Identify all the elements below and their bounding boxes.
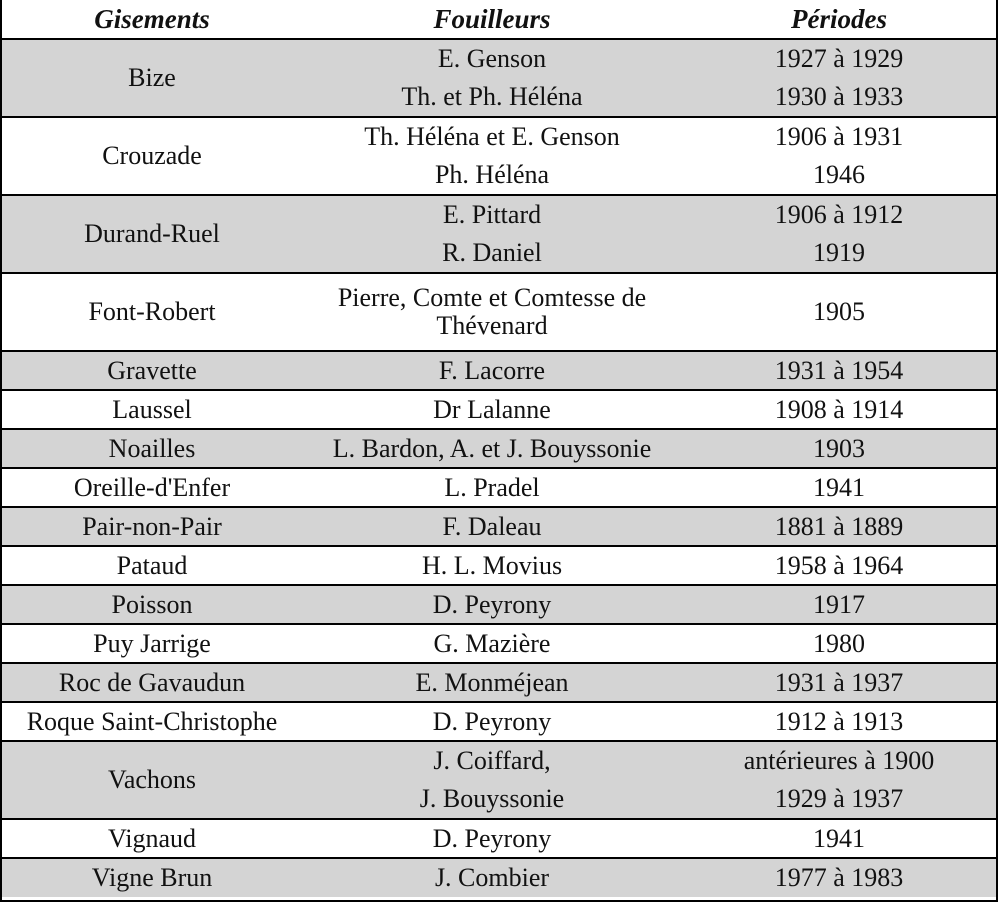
table-row <box>2 702 996 741</box>
periode-cell: 1906 à 1931 <box>682 117 996 156</box>
fouilleur-cell: E. Pittard <box>302 195 682 234</box>
table-row <box>2 273 996 351</box>
gisement-cell: Durand-Ruel <box>2 195 302 273</box>
header-periodes: Périodes <box>682 0 996 39</box>
table-row <box>2 468 996 507</box>
table-header <box>2 0 996 39</box>
gisement-cell: Pataud <box>2 546 302 585</box>
fouilleur-cell: L. Pradel <box>302 468 682 507</box>
fouilleur-cell: Th. Héléna et E. Genson <box>302 117 682 156</box>
periode-cell: antérieures à 1900 <box>682 741 996 780</box>
gisement-cell: Noailles <box>2 429 302 468</box>
periode-cell: 1927 à 1929 <box>682 39 996 78</box>
fouilleur-cell: J. Coiffard, <box>302 741 682 780</box>
periode-cell: 1917 <box>682 585 996 624</box>
table-row <box>2 546 996 585</box>
gisement-cell: Puy Jarrige <box>2 624 302 663</box>
gisement-cell: Crouzade <box>2 117 302 195</box>
periode-cell: 1931 à 1954 <box>682 351 996 390</box>
fouilleur-cell: Ph. Héléna <box>434 160 550 189</box>
fouilleur-cell: Dr Lalanne <box>302 390 682 429</box>
periode-cell: 1908 à 1914 <box>682 390 996 429</box>
gisement-cell: Vachons <box>2 741 302 819</box>
gisement-cell: Oreille-d'Enfer <box>2 468 302 507</box>
table-row <box>2 819 996 858</box>
fouilleur-cell: J. Combier <box>302 858 682 897</box>
fouilleur-cell: E. Genson <box>302 39 682 78</box>
periode-cell: 1958 à 1964 <box>682 546 996 585</box>
gisement-cell: Vignaud <box>2 819 302 858</box>
periode-cell: 1881 à 1889 <box>682 507 996 546</box>
gisement-cell: Roque Saint-Christophe <box>2 702 302 741</box>
table-row <box>2 117 996 156</box>
fouilleur-cell: D. Peyrony <box>302 585 682 624</box>
periode-cell: 1919 <box>682 234 996 273</box>
fouilleur-cell: Th. et Ph. Héléna <box>302 78 682 117</box>
periode-cell: 1906 à 1912 <box>682 195 996 234</box>
gisement-cell: Pair-non-Pair <box>2 507 302 546</box>
periode-cell: 1977 à 1983 <box>682 858 996 897</box>
fouilleur-cell: E. Monméjean <box>302 663 682 702</box>
table-row <box>2 429 996 468</box>
gisement-cell: Font-Robert <box>2 273 302 351</box>
fouilleur-cell: F. Lacorre <box>302 351 682 390</box>
fouilleur-cell: F. Daleau <box>302 507 682 546</box>
fouilleur-cell: J. Bouyssonie <box>302 780 682 819</box>
gisement-cell: Vigne Brun <box>2 858 302 897</box>
table-row <box>2 507 996 546</box>
table-row <box>2 663 996 702</box>
gisement-cell: Laussel <box>2 390 302 429</box>
table-row <box>2 351 996 390</box>
header-row <box>2 0 996 39</box>
fouilleur-cell: Pierre, Comte et Comtesse de Thévenard <box>302 273 682 351</box>
periode-cell: 1929 à 1937 <box>682 780 996 819</box>
table-row <box>2 624 996 663</box>
periode-cell: 1905 <box>682 273 996 351</box>
table-row <box>2 390 996 429</box>
fouilleur-cell: H. L. Movius <box>302 546 682 585</box>
periode-cell: 1912 à 1913 <box>682 702 996 741</box>
fouilleur-cell: D. Peyrony <box>302 702 682 741</box>
gisement-cell: Bize <box>2 39 302 117</box>
periode-cell: 1980 <box>682 624 996 663</box>
periode-cell: 1941 <box>682 468 996 507</box>
header-gisements: Gisements <box>2 0 302 39</box>
gisement-cell: Gravette <box>2 351 302 390</box>
periode-cell: 1930 à 1933 <box>682 78 996 117</box>
table-row <box>2 195 996 234</box>
header-fouilleurs: Fouilleurs <box>302 0 682 39</box>
gisement-cell: Roc de Gavaudun <box>2 663 302 702</box>
periode-cell: 1931 à 1937 <box>682 663 996 702</box>
periode-cell: 1903 <box>682 429 996 468</box>
table-row <box>2 39 996 78</box>
fouilleur-cell: G. Mazière <box>302 624 682 663</box>
fouilleur-cell: D. Peyrony <box>302 819 682 858</box>
periode-cell: 1941 <box>682 819 996 858</box>
fouilleur-cell: L. Bardon, A. et J. Bouyssonie <box>302 429 682 468</box>
table-row <box>2 741 996 780</box>
excavation-table <box>2 0 996 897</box>
gisement-cell: Poisson <box>2 585 302 624</box>
table-row <box>2 858 996 897</box>
table-body <box>2 39 996 897</box>
fouilleur-cell: R. Daniel <box>302 234 682 273</box>
table-row <box>2 585 996 624</box>
periode-cell: 1946 <box>813 160 865 189</box>
